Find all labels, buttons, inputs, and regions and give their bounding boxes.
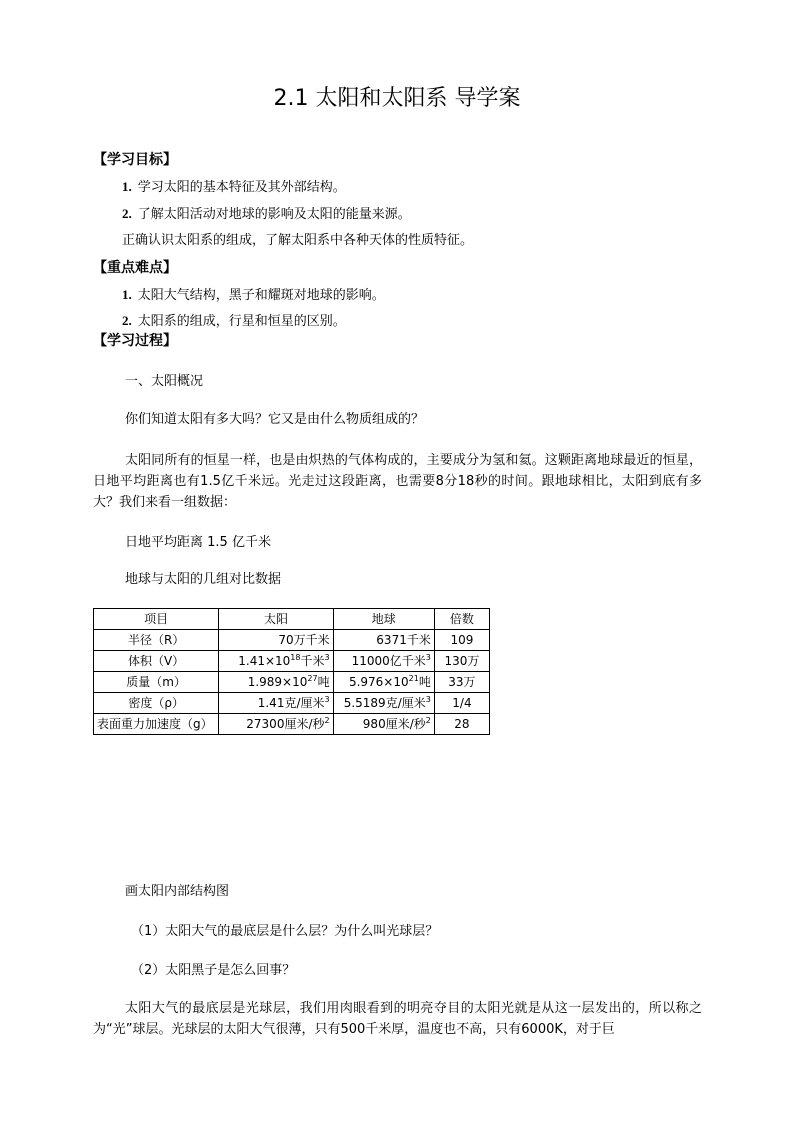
key-point-text: 太阳大气结构，黑子和耀斑对地球的影响。 — [137, 288, 385, 303]
key-point-item-1 — [122, 285, 385, 306]
table-header-sun: 太阳 — [219, 609, 333, 630]
table-cell-sun: 70万千米 — [219, 630, 333, 651]
question-photosphere: （1）太阳大气的最底层是什么层？为什么叫光球层？ — [131, 924, 439, 939]
table-cell-item: 表面重力加速度（g） — [94, 714, 219, 735]
table-caption: 地球与太阳的几组对比数据 — [125, 572, 282, 587]
table-row — [94, 693, 490, 714]
table-cell-ratio: 130万 — [434, 651, 489, 672]
subheading-sun-overview: 一、太阳概况 — [125, 374, 204, 389]
table-cell-earth: 6371千米 — [333, 630, 434, 651]
goal-item-1 — [122, 177, 346, 198]
table-row — [94, 714, 490, 735]
table-cell-ratio: 1/4 — [434, 693, 489, 714]
table-cell-sun: 1.41克/厘米$^3$ — [219, 693, 333, 714]
table-cell-sun: 27300厘米/秒$^2$ — [219, 714, 333, 735]
key-point-item-2 — [122, 311, 346, 332]
section-heading-process: 【学习过程】 — [93, 333, 177, 349]
table-row — [94, 651, 490, 672]
table-cell-sun: $1.989\times 10^{27}$吨 — [219, 672, 333, 693]
table-cell-earth: 980厘米/秒$^2$ — [333, 714, 434, 735]
table-cell-ratio: 28 — [434, 714, 489, 735]
sun-earth-distance: 日地平均距离 1.5 亿千米 — [125, 535, 271, 550]
table-header-earth: 地球 — [333, 609, 434, 630]
table-header-item: 项目 — [94, 609, 219, 630]
goal-item-number: 2. — [122, 206, 132, 221]
table-header-row — [94, 609, 490, 630]
comparison-table — [93, 608, 490, 735]
goal-item-text: 学习太阳的基本特征及其外部结构。 — [137, 180, 346, 195]
key-point-text: 太阳系的组成，行星和恒星的区别。 — [137, 314, 346, 329]
section-heading-goals: 【学习目标】 — [93, 152, 177, 168]
table-header-ratio: 倍数 — [434, 609, 489, 630]
table-cell-item: 半径（R） — [94, 630, 219, 651]
table-cell-sun: $1.41\times 10^{18}$千米$^3$ — [219, 651, 333, 672]
table-row — [94, 672, 490, 693]
key-point-number: 1. — [122, 287, 132, 302]
goal-item-number: 1. — [122, 179, 132, 194]
question-sunspots: （2）太阳黑子是怎么回事？ — [131, 963, 296, 978]
goal-extra: 正确认识太阳系的组成，了解太阳系中各种天体的性质特征。 — [122, 233, 474, 248]
table-cell-ratio: 33万 — [434, 672, 489, 693]
paragraph-photosphere: 太阳大气的最底层是光球层，我们用肉眼看到的明亮夺目的太阳光就是从这一层发出的，所以称之为“光”球层。光球层的太阳大气很薄，只有500千米厚，温度也不高，只有6000K，对于巨 — [93, 1001, 702, 1037]
table-cell-item: 体积（V） — [94, 651, 219, 672]
table-cell-earth: 11000亿千米$^3$ — [333, 651, 434, 672]
table-cell-item: 质量（m） — [94, 672, 219, 693]
page-title: 2.1 太阳和太阳系 导学案 — [273, 86, 521, 111]
section-heading-key-points: 【重点难点】 — [93, 260, 177, 276]
paragraph-sun-composition: 太阳同所有的恒星一样，也是由炽热的气体构成的，主要成分为氢和氦。这颗距离地球最近的恒星，日地平均距离也有1.5亿千米远。光走过这段距离，也需要8分18秒的时间。跟地球相比，太阳到底有多大？我们来看一组数据： — [93, 453, 702, 510]
table-cell-ratio: 109 — [434, 630, 489, 651]
table-cell-earth: 5.5189克/厘米$^3$ — [333, 693, 434, 714]
table-row — [94, 630, 490, 651]
goal-item-2 — [122, 204, 411, 225]
draw-task: 画太阳内部结构图 — [125, 884, 230, 899]
question-sun-size: 你们知道太阳有多大吗？它又是由什么物质组成的？ — [125, 412, 425, 427]
goal-item-text: 了解太阳活动对地球的影响及太阳的能量来源。 — [137, 207, 411, 222]
key-point-number: 2. — [122, 313, 132, 328]
table-cell-item: 密度（ρ） — [94, 693, 219, 714]
table-cell-earth: $5.976\times 10^{21}$吨 — [333, 672, 434, 693]
